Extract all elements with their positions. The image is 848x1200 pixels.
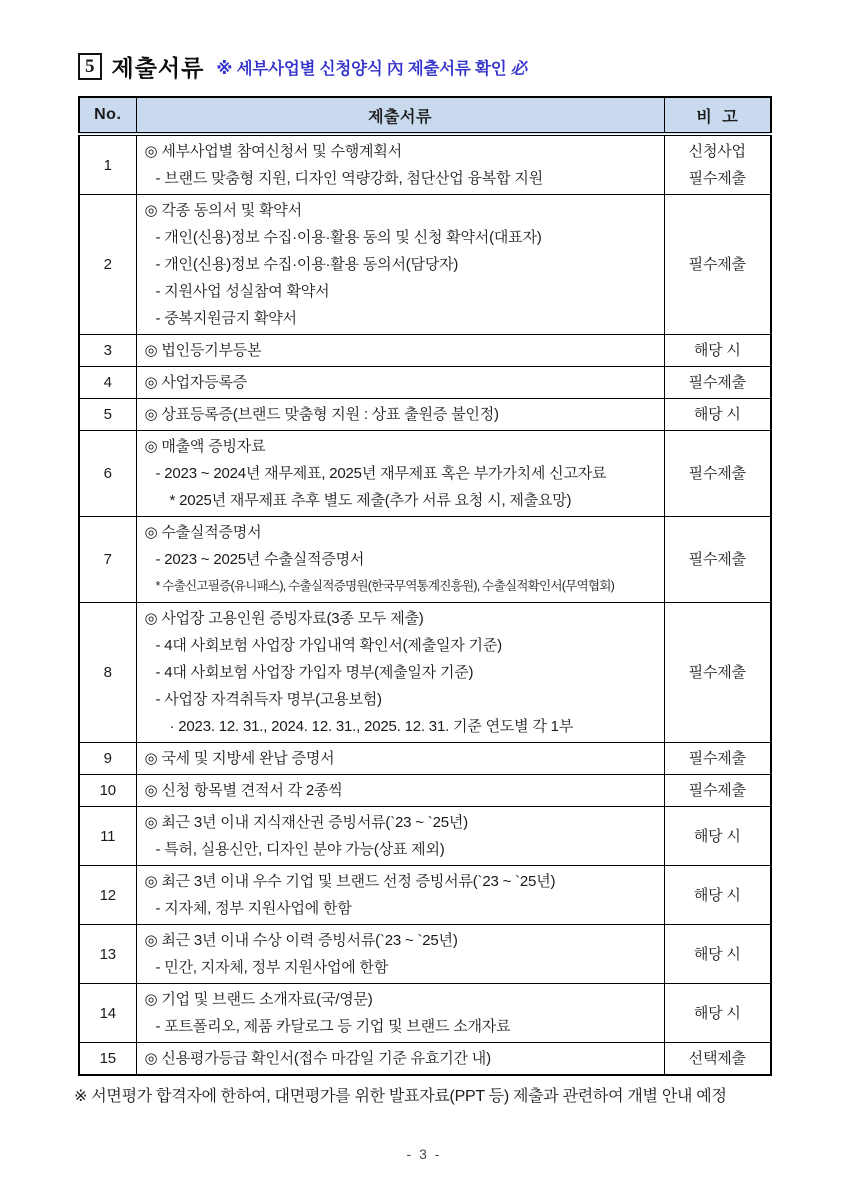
document-lines-cell [136,431,664,517]
document-line: ◎ 세부사업별 참여신청서 및 수행계획서 [144,143,402,160]
document-line: * 2025년 재무제표 추후 별도 제출(추가 서류 요청 시, 제출요망) [169,492,572,509]
table-body [79,134,771,1075]
document-line: ◎ 최근 3년 이내 수상 이력 증빙서류(`23 ~ `25년) [144,932,458,949]
section-title-row [78,50,770,83]
remark-cell [664,335,771,367]
row-number: 3 [79,335,136,367]
document-lines-cell [136,603,664,743]
table-row [79,775,771,807]
document-line: - 특허, 실용신안, 디자인 분야 가능(상표 제외) [155,841,445,858]
remark-cell [664,134,771,195]
remark-line: 해당 시 [693,945,741,963]
table-row [79,925,771,984]
document-lines-cell [136,775,664,807]
remark-cell [664,1043,771,1076]
row-number: 2 [79,195,136,335]
table-row [79,195,771,335]
remark-line: 해당 시 [693,827,741,845]
document-lines-cell [136,743,664,775]
document-line: ◎ 기업 및 브랜드 소개자료(국/영문) [144,991,373,1008]
remark-cell [664,399,771,431]
document-line: ◎ 수출실적증명서 [144,524,262,541]
remark-line: 필수제출 [688,256,746,273]
table-row [79,367,771,399]
document-lines-cell [136,984,664,1043]
table-row [79,603,771,743]
remark-cell [664,743,771,775]
document-line: - 개인(신용)정보 수집·이용·활용 동의 및 신청 확약서(대표자) [155,229,542,246]
document-lines-cell [136,517,664,603]
document-line: ◎ 각종 동의서 및 확약서 [144,202,302,219]
row-number: 15 [79,1043,136,1076]
remark-cell [664,984,771,1043]
remark-line: 필수제출 [688,170,746,187]
document-line: - 민간, 지자체, 정부 지원사업에 한함 [155,959,389,976]
document-line: - 지자체, 정부 지원사업에 한함 [155,900,352,917]
table-row [79,335,771,367]
header-documents: 제출서류 [136,97,664,134]
document-line: ◎ 법인등기부등본 [144,342,262,359]
document-line: · 2023. 12. 31., 2024. 12. 31., 2025. 12. 31. 기준 연도별 각 1부 [169,718,574,735]
document-line: - 중복지원금지 확약서 [155,310,297,327]
header-no: No. [79,97,136,134]
row-number: 5 [79,399,136,431]
remark-line: 필수제출 [688,664,746,681]
remark-cell [664,431,771,517]
document-lines-cell [136,866,664,925]
title-note [216,55,526,79]
remark-cell [664,603,771,743]
row-number: 11 [79,807,136,866]
document-line: ◎ 사업자등록증 [144,374,248,391]
document-lines-cell [136,134,664,195]
document-line: ◎ 신청 항목별 견적서 각 2종씩 [144,782,343,799]
remark-line: 해당 시 [693,1004,741,1022]
document-line: - 포트폴리오, 제품 카달로그 등 기업 및 브랜드 소개자료 [155,1018,511,1035]
row-number: 1 [79,134,136,195]
remark-line: 필수제출 [688,750,746,767]
document-line: ◎ 최근 3년 이내 지식재산권 증빙서류(`23 ~ `25년) [144,814,468,831]
table-row [79,1043,771,1076]
table-header [79,97,771,134]
row-number: 12 [79,866,136,925]
remark-cell [664,517,771,603]
table-row [79,134,771,195]
row-number: 7 [79,517,136,603]
remark-cell [664,807,771,866]
document-line: - 2023 ~ 2025년 수출실적증명서 [155,551,365,568]
table-row [79,431,771,517]
table-row [79,743,771,775]
document-line: - 사업장 자격취득자 명부(고용보험) [155,691,382,708]
submission-documents-table [78,96,772,1076]
remark-line: 필수제출 [688,374,746,391]
table-row [79,866,771,925]
row-number: 6 [79,431,136,517]
table-row [79,399,771,431]
document-line: - 2023 ~ 2024년 재무제표, 2025년 재무제표 혹은 부가가치세 신고자료 [155,465,607,482]
remark-cell [664,925,771,984]
remark-line: 해당 시 [693,342,741,359]
table-row [79,517,771,603]
remark-cell [664,195,771,335]
section-number-box: 5 [78,53,102,80]
page-title: 제출서류 [111,56,205,81]
remark-line: 필수제출 [688,465,746,482]
row-number: 8 [79,603,136,743]
footer-note: ※ 서면평가 합격자에 한하여, 대면평가를 위한 발표자료(PPT 등) 제출과 관련하여 개별 안내 예정 [74,1088,727,1105]
document-line: ◎ 사업장 고용인원 증빙자료(3종 모두 제출) [144,610,424,627]
document-line: ◎ 매출액 증빙자료 [144,438,266,455]
title-note-emphasis: 必 [510,59,527,78]
row-number: 10 [79,775,136,807]
document-line: ◎ 상표등록증(브랜드 맞춤형 지원 : 상표 출원증 불인정) [144,406,499,423]
table-header-row [79,97,771,134]
remark-line: 해당 시 [693,406,741,423]
page-number: - 3 - [406,1146,442,1162]
document-lines-cell [136,367,664,399]
remark-cell [664,367,771,399]
document-line: - 4대 사회보험 사업장 가입자 명부(제출일자 기준) [155,664,474,681]
remark-cell [664,775,771,807]
document-line: ◎ 신용평가등급 확인서(접수 마감일 기준 유효기간 내) [144,1050,491,1067]
table-row [79,807,771,866]
remark-line: 해당 시 [693,886,741,904]
remark-cell [664,866,771,925]
document-lines-cell [136,807,664,866]
document-line: - 개인(신용)정보 수집·이용·활용 동의서(담당자) [155,256,459,273]
document-line: - 4대 사회보험 사업장 가입내역 확인서(제출일자 기준) [155,637,502,654]
document-line: ◎ 국세 및 지방세 완납 증명서 [144,750,335,767]
document-lines-cell [136,335,664,367]
document-line: - 지원사업 성실참여 확약서 [155,283,330,300]
document-line: * 수출신고필증(유니패스), 수출실적증명원(한국무역통계진흥원), 수출실적확인서(무역협회) [155,579,614,593]
row-number: 14 [79,984,136,1043]
remark-line: 필수제출 [688,551,746,568]
document-lines-cell [136,399,664,431]
header-remark: 비 고 [664,97,771,134]
title-note-text: ※ 세부사업별 신청양식 內 제출서류 확인 [216,59,507,78]
row-number: 4 [79,367,136,399]
remark-line: 필수제출 [688,782,746,799]
document-lines-cell [136,195,664,335]
document-line: - 브랜드 맞춤형 지원, 디자인 역량강화, 첨단산업 융복합 지원 [155,170,543,187]
row-number: 9 [79,743,136,775]
document-line: ◎ 최근 3년 이내 우수 기업 및 브랜드 선정 증빙서류(`23 ~ `25년) [144,873,556,890]
row-number: 13 [79,925,136,984]
document-lines-cell [136,925,664,984]
remark-line: 선택제출 [688,1050,746,1067]
remark-line: 신청사업 [688,143,746,160]
table-row [79,984,771,1043]
document-lines-cell [136,1043,664,1076]
